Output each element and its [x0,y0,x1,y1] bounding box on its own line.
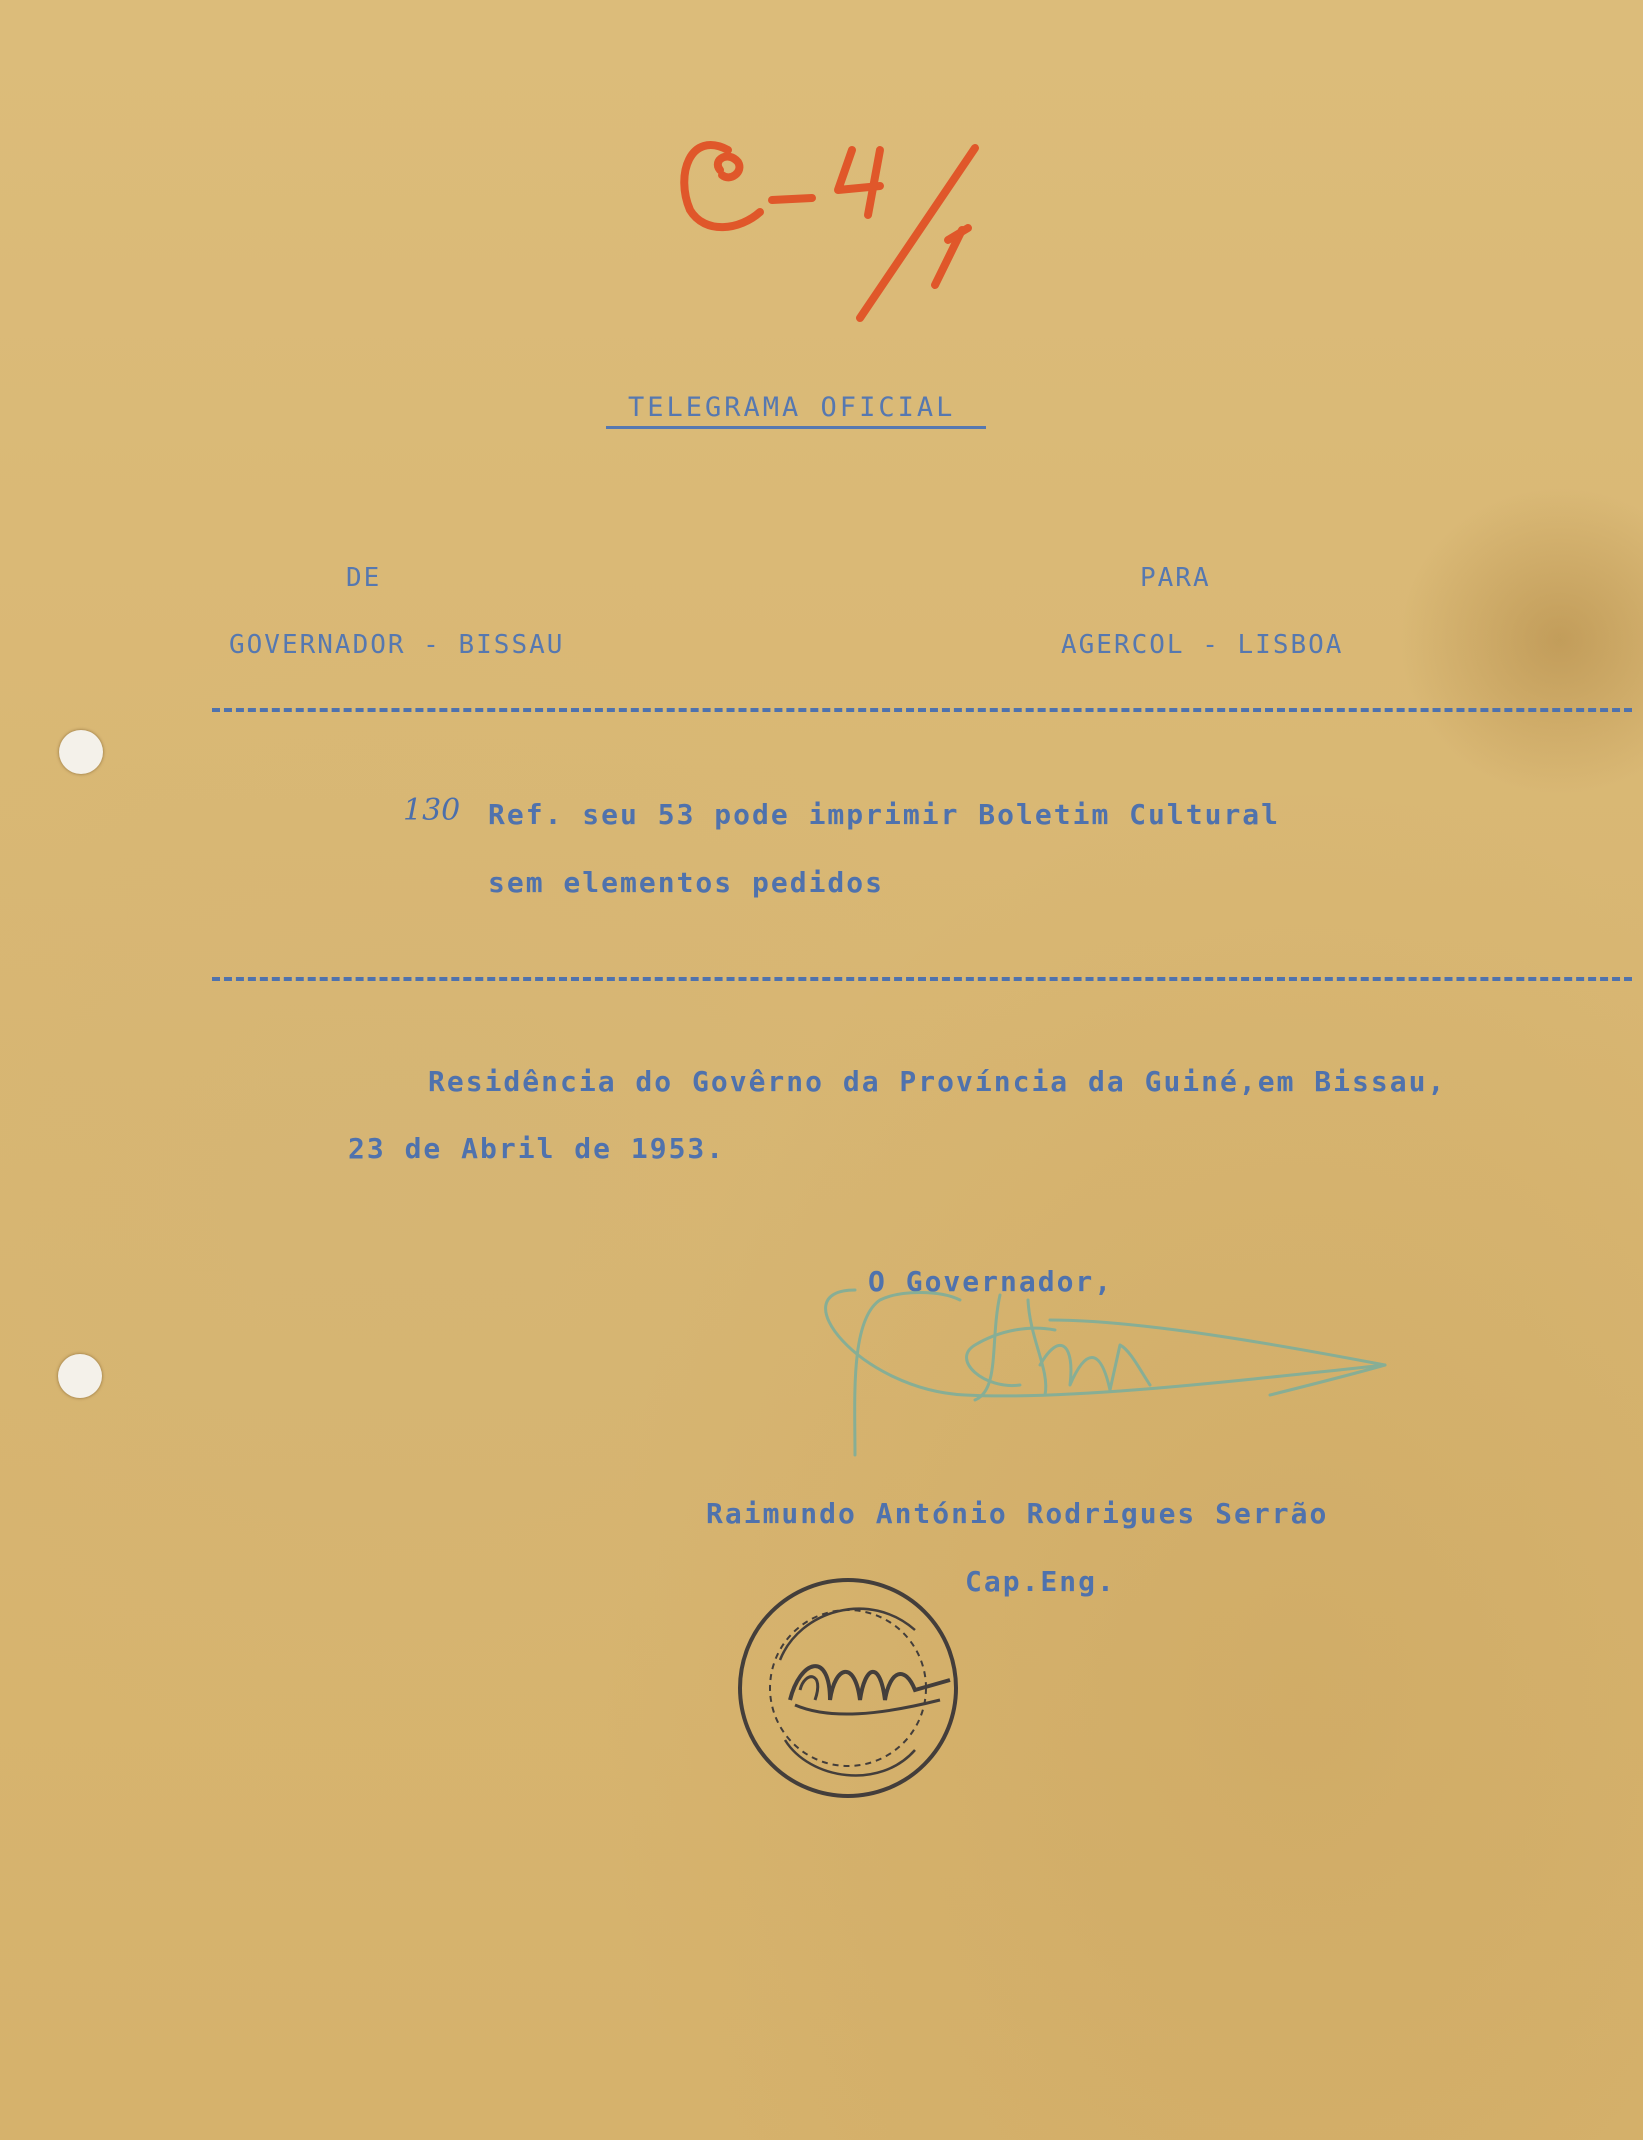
from-label: DE [346,563,382,593]
from-value: GOVERNADOR - BISSAU [229,630,565,660]
signatory-title: O Governador, [868,1265,1114,1298]
to-value: AGERCOL - LISBOA [1061,630,1344,660]
closing-date-line: 23 de Abril de 1953. [348,1132,726,1165]
message-line: Ref. seu 53 pode imprimir Boletim Cultural [488,798,1281,831]
message-line: sem elementos pedidos [488,866,885,899]
signatory-rank: Cap.Eng. [965,1565,1116,1598]
signatory-name: Raimundo António Rodrigues Serrão [706,1497,1329,1530]
document-title: TELEGRAMA OFICIAL [628,392,956,423]
closing-place-line: Residência do Govêrno da Província da Guiné,em Bissau, [428,1065,1447,1098]
to-label: PARA [1140,563,1211,593]
message-number: 130 [403,793,461,828]
